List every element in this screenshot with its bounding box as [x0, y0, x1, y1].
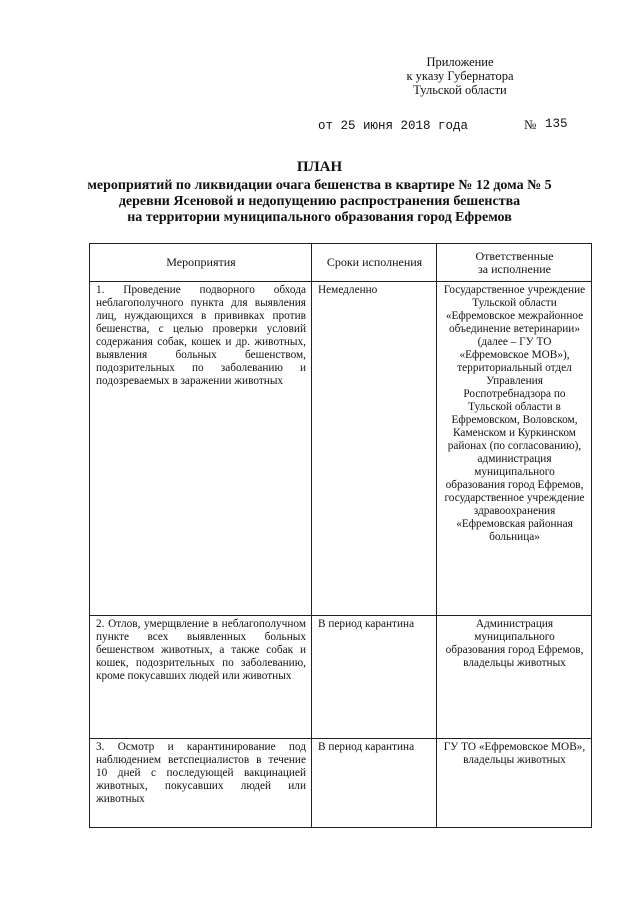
- header-responsible-line: Ответственные: [475, 248, 554, 263]
- order-number-sign: №: [524, 117, 537, 132]
- document-title: [0, 159, 639, 226]
- appendix-header: [380, 55, 540, 97]
- header-terms: Сроки исполнения: [312, 244, 437, 282]
- table-header-row: [90, 244, 592, 282]
- order-reference: [318, 117, 568, 133]
- table-row: [90, 616, 592, 739]
- measure-cell: 2. Отлов, умерщвление в неблагополучном пункте всех выявленных больных бешенством животных, а также собак и кошек, подозрительных по заболеванию, кроме покусавших людей или животных: [90, 616, 312, 739]
- plan-table: [89, 243, 592, 828]
- order-number: 135: [545, 117, 568, 131]
- title-line: мероприятий по ликвидации очага бешенства в квартире № 12 дома № 5: [87, 178, 552, 193]
- table-row: [90, 739, 592, 828]
- title-heading: ПЛАН: [296, 159, 343, 175]
- term-cell: Немедленно: [312, 282, 437, 616]
- measure-cell: 3. Осмотр и карантинирование под наблюдением ветспециалистов в течение 10 дней с последующей вакцинацией животных, покусавших людей или животных: [90, 739, 312, 828]
- title-line: деревни Ясеновой и недопущению распространения бешенства: [118, 194, 521, 209]
- measure-cell: 1. Проведение подворного обхода неблагополучного пункта для выявления лиц, нуждающихся в прививках против бешенства, с целью проверки условий содержания собак, кошек и др. животных, выявления больных бешенством, подозрительных по заболеванию и подозреваемых в заражении животных: [90, 282, 312, 616]
- header-responsible-line: за исполнение: [478, 261, 551, 276]
- responsible-cell: ГУ ТО «Ефремовское МОВ», владельцы животных: [437, 739, 592, 828]
- appendix-line: Тульской области: [413, 83, 507, 97]
- term-cell: В период карантина: [312, 616, 437, 739]
- order-date: от 25 июня 2018 года: [318, 119, 469, 133]
- table-row: [90, 282, 592, 616]
- appendix-line: к указу Губернатора: [406, 69, 514, 83]
- term-cell: В период карантина: [312, 739, 437, 828]
- responsible-cell: Государственное учреждение Тульской области «Ефремовское межрайонное объединение ветеринарии» (далее – ГУ ТО «Ефремовское МОВ»), территориальный отдел Управления Роспотребнадзора по Тульской области в Ефремовском, Воловском, Каменском и Куркинском районах (по согласованию), администрация муниципального образования город Ефремов, государственное учреждение здравоохранения «Ефремовская районная больница»: [437, 282, 592, 616]
- responsible-cell: Администрация муниципального образования город Ефремов, владельцы животных: [437, 616, 592, 739]
- appendix-line: Приложение: [426, 55, 494, 69]
- header-responsible: [437, 244, 592, 282]
- title-line: на территории муниципального образования город Ефремов: [127, 210, 512, 225]
- header-measures: Мероприятия: [90, 244, 312, 282]
